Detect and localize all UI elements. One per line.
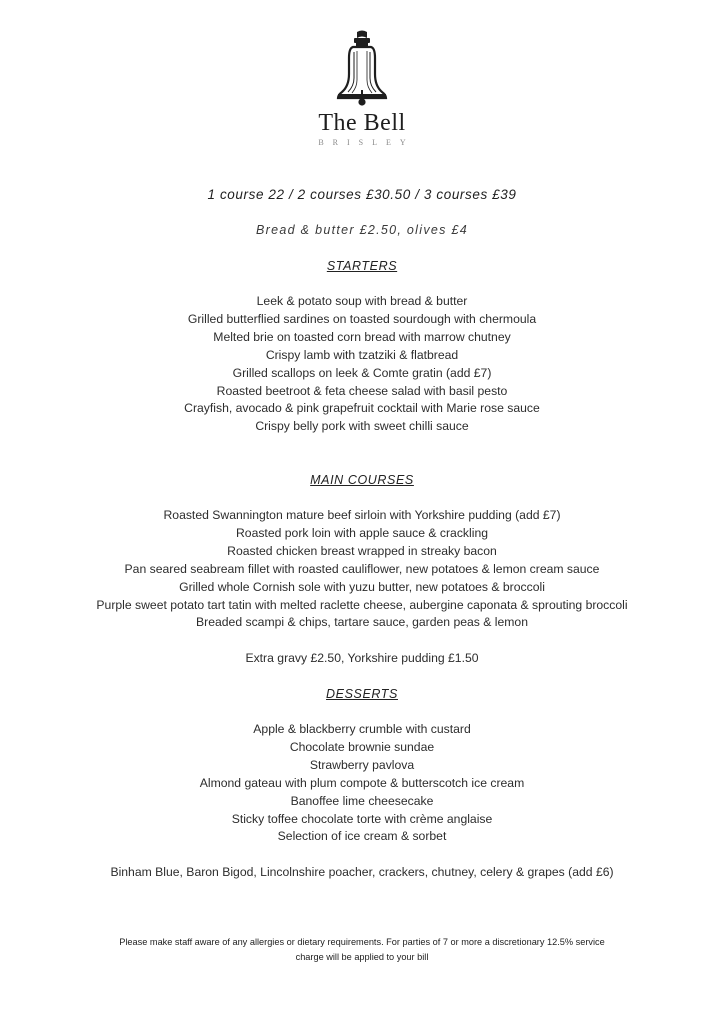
- list-item: Roasted chicken breast wrapped in streaky bacon: [227, 543, 497, 558]
- desserts-list: [0, 721, 724, 846]
- list-item: Sticky toffee chocolate torte with crème anglaise: [231, 811, 493, 826]
- list-item: Crispy belly pork with sweet chilli sauce: [255, 419, 469, 434]
- list-item: Roasted Swannington mature beef sirloin with Yorkshire pudding (add £7): [163, 508, 561, 522]
- footer-note: [60, 935, 664, 965]
- list-item: Chocolate brownie sundae: [289, 739, 435, 754]
- brand-location: BRISLEY: [318, 138, 415, 147]
- list-item: Grilled scallops on leek & Comte gratin (add £7): [232, 365, 492, 380]
- footer-line-2: charge will be applied to your bill: [295, 952, 429, 962]
- desserts-heading: DESSERTS: [326, 687, 398, 701]
- list-item: Roasted beetroot & feta cheese salad with basil pesto: [216, 383, 508, 398]
- list-item: Strawberry pavlova: [309, 757, 415, 772]
- list-item: Selection of ice cream & sorbet: [277, 829, 447, 844]
- logo: [0, 30, 724, 148]
- bread-olives-line: Bread & butter £2.50, olives £4: [256, 223, 468, 237]
- list-item: Roasted pork loin with apple sauce & crackling: [235, 525, 488, 540]
- list-item: Purple sweet potato tart tatin with melted raclette cheese, aubergine caponata & sprouting broccoli: [96, 597, 628, 612]
- list-item: Apple & blackberry crumble with custard: [253, 722, 471, 736]
- list-item: Grilled butterflied sardines on toasted sourdough with chermoula: [187, 311, 537, 326]
- list-item: Banoffee lime cheesecake: [290, 793, 434, 808]
- brand-name: The Bell: [318, 110, 406, 136]
- list-item: Leek & potato soup with bread & butter: [256, 294, 468, 308]
- cheese-board: Binham Blue, Baron Bigod, Lincolnshire poacher, crackers, chutney, celery & grapes (add £6): [110, 865, 614, 879]
- starters-list: [0, 293, 724, 436]
- mains-extras: Extra gravy £2.50, Yorkshire pudding £1.50: [245, 651, 479, 665]
- list-item: Almond gateau with plum compote & butterscotch ice cream: [199, 775, 525, 790]
- mains-heading: MAIN COURSES: [310, 473, 414, 487]
- footer-line-1: Please make staff aware of any allergies or dietary requirements. For parties of 7 or more a discretionary 12.5% service: [119, 937, 605, 947]
- mains-list: [0, 507, 724, 632]
- list-item: Melted brie on toasted corn bread with marrow chutney: [213, 329, 511, 344]
- starters-heading: STARTERS: [326, 259, 398, 273]
- list-item: Breaded scampi & chips, tartare sauce, garden peas & lemon: [196, 615, 528, 630]
- list-item: Crispy lamb with tzatziki & flatbread: [265, 347, 459, 362]
- list-item: Crayfish, avocado & pink grapefruit cocktail with Marie rose sauce: [184, 401, 540, 416]
- list-item: Pan seared seabream fillet with roasted cauliflower, new potatoes & lemon cream sauce: [124, 561, 600, 576]
- list-item: Grilled whole Cornish sole with yuzu butter, new potatoes & broccoli: [179, 579, 545, 594]
- pricing-line: 1 course 22 / 2 courses £30.50 / 3 courses £39: [207, 187, 517, 202]
- bell-icon: [332, 30, 392, 106]
